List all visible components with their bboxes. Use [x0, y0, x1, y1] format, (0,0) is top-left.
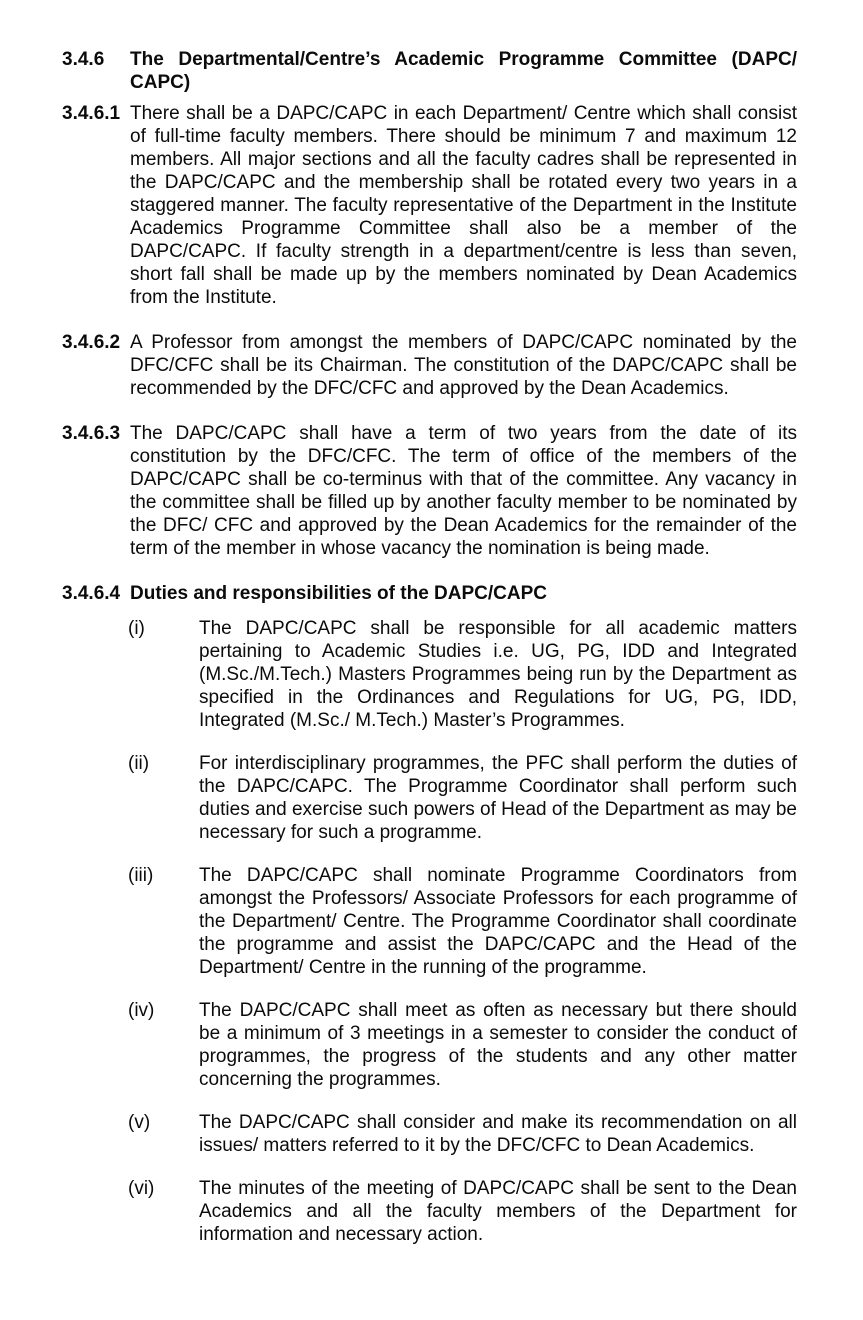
list-item [128, 864, 797, 979]
list-item [128, 752, 797, 844]
list-item-marker: (v) [128, 1112, 151, 1133]
list-item-text: The DAPC/CAPC shall meet as often as necessary but there should be a minimum of 3 meetings in a semester to consider the conduct of programmes, the progress of the students and any other matter concerning the programmes. [199, 1000, 797, 1090]
list-item-marker: (iv) [128, 1000, 155, 1021]
section-number: 3.4.6.4 [62, 583, 121, 604]
section-paragraph: A Professor from amongst the members of DAPC/CAPC nominated by the DFC/CFC shall be its Chairman. The constitution of the DAPC/CAPC shall be recommended by the DFC/CFC and approved by the Dean Academics. [130, 332, 797, 399]
list-item-marker: (iii) [128, 865, 154, 886]
section-number: 3.4.6 [62, 49, 105, 70]
section-paragraph: There shall be a DAPC/CAPC in each Department/ Centre which shall consist of full-time faculty members. There should be minimum 7 and maximum 12 members. All major sections and all the faculty cadres shall be represented in the DAPC/CAPC and the membership shall be rotated every two years in a staggered manner. The faculty representative of the Department in the Institute Academics Programme Committee shall also be a member of the DAPC/CAPC. If faculty strength in a department/centre is less than seven, short fall shall be made up by the members nominated by Dean Academics from the Institute. [130, 103, 797, 308]
list-item-text: For interdisciplinary programmes, the PFC shall perform the duties of the DAPC/CAPC. The Programme Coordinator shall perform such duties and exercise such powers of Head of the Department as may be necessary for such a programme. [199, 753, 797, 843]
section-number: 3.4.6.2 [62, 332, 121, 353]
section-3-4-6-3 [62, 422, 797, 560]
section-number: 3.4.6.3 [62, 423, 121, 444]
list-item-text: The DAPC/CAPC shall consider and make its recommendation on all issues/ matters referred to it by the DFC/CFC to Dean Academics. [199, 1112, 797, 1156]
list-item [128, 999, 797, 1091]
list-item-text: The minutes of the meeting of DAPC/CAPC shall be sent to the Dean Academics and all the faculty members of the Department for information and necessary action. [199, 1178, 797, 1245]
section-paragraph: The DAPC/CAPC shall have a term of two years from the date of its constitution by the DFC/CFC. The term of office of the members of the DAPC/CAPC shall be co-terminus with that of the committee. Any vacancy in the committee shall be filled up by another faculty member to be nominated by the DFC/ CFC and approved by the Dean Academics for the remainder of the term of the member in whose vacancy the nomination is being made. [130, 423, 797, 559]
section-heading-3-4-6 [62, 48, 797, 94]
list-item-marker: (ii) [128, 753, 150, 774]
list-item [128, 1111, 797, 1157]
list-item [128, 1177, 797, 1246]
section-title: Duties and responsibilities of the DAPC/CAPC [130, 583, 547, 604]
list-item-text: The DAPC/CAPC shall nominate Programme Coordinators from amongst the Professors/ Associate Professors for each programme of the Department/ Centre. The Programme Coordinator shall coordinate the programme and assist the DAPC/CAPC and the Head of the Department/ Centre in the running of the programme. [199, 865, 797, 978]
section-title: The Departmental/Centre’s Academic Programme Committee (DAPC/ CAPC) [130, 49, 797, 93]
section-number: 3.4.6.1 [62, 103, 121, 124]
section-heading-3-4-6-4 [62, 582, 797, 605]
list-item-text: The DAPC/CAPC shall be responsible for all academic matters pertaining to Academic Studies i.e. UG, PG, IDD and Integrated (M.Sc./M.Tech.) Masters Programmes being run by the Department as specified in the Ordinances and Regulations for UG, PG, IDD, Integrated (M.Sc./ M.Tech.) Master’s Programmes. [199, 618, 797, 731]
duties-list [128, 617, 797, 1246]
list-item-marker: (i) [128, 618, 145, 639]
section-3-4-6-2 [62, 331, 797, 400]
section-3-4-6-1 [62, 102, 797, 309]
list-item [128, 617, 797, 732]
list-item-marker: (vi) [128, 1178, 155, 1199]
